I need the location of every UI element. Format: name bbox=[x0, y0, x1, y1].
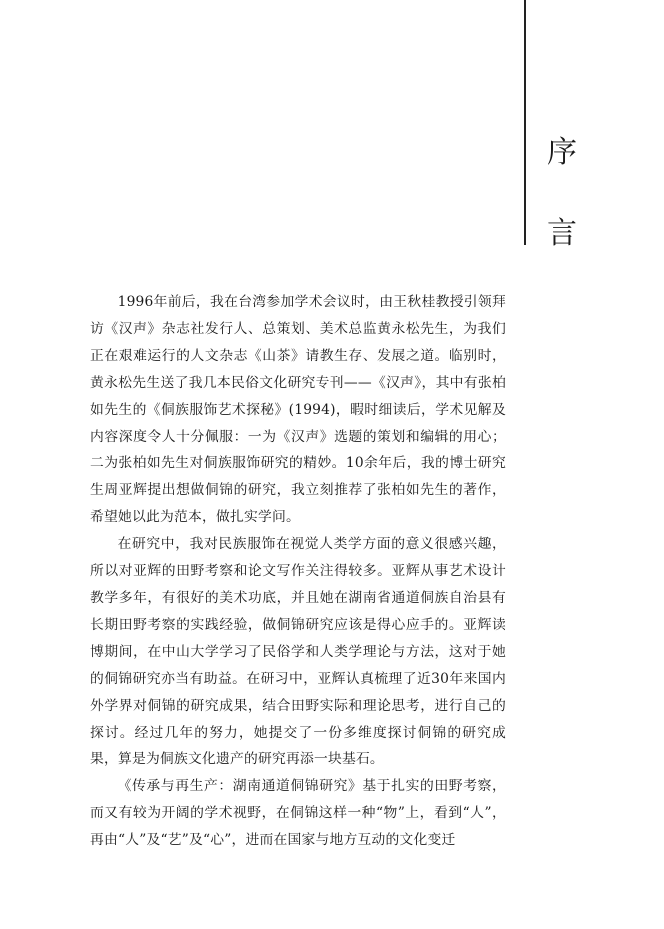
heading-char-2: 言 bbox=[547, 216, 577, 251]
paragraph-1: 1996年前后，我在台湾参加学术会议时，由王秋桂教授引领拜访《汉声》杂志社发行人、总策划、美术总监黄永松先生，为我们正在艰难运行的人文杂志《山茶》请教生存、发展之道。临别时，黄永松先生送了我几本民俗文化研究专刊——《汉声》，其中有张柏如先生的《侗族服饰艺术探秘》(1994)，暇时细读后，学术见解及内容深度令人十分佩服：一为《汉声》选题的策划和编辑的用心；二为张柏如先生对侗族服饰研究的精妙。10余年后，我的博士研究生周亚辉提出想做侗锦的研究，我立刻推荐了张柏如先生的著作，希望她以此为范本，做扎实学问。 bbox=[90, 294, 506, 526]
preface-body bbox=[90, 289, 506, 854]
paragraph-2: 在研究中，我对民族服饰在视觉人类学方面的意义很感兴趣，所以对亚辉的田野考察和论文写作关注得较多。亚辉从事艺术设计教学多年，有很好的美术功底，并且她在湖南省通道侗族自治县有长期田野考察的实践经验，做侗锦研究应该是得心应手的。亚辉读博期间，在中山大学学习了民俗学和人类学理论与方法，这对于她的侗锦研究亦当有助益。在研习中，亚辉认真梳理了近30年来国内外学界对侗锦的研究成果，结合田野实际和理论思考，进行自己的探讨。经过几年的努力，她提交了一份多维度探讨侗锦的研究成果，算是为侗族文化遗产的研究再添一块基石。 bbox=[90, 536, 506, 768]
paragraph-3: 《传承与再生产：湖南通道侗锦研究》基于扎实的田野考察，而又有较为开阔的学术视野，在侗锦这样一种“物”上，看到“人”，再由“人”及“艺”及“心”，进而在国家与地方互动的文化变迁 bbox=[90, 778, 506, 849]
heading-char-1: 序 bbox=[547, 135, 577, 170]
title-divider-rule bbox=[524, 0, 526, 245]
